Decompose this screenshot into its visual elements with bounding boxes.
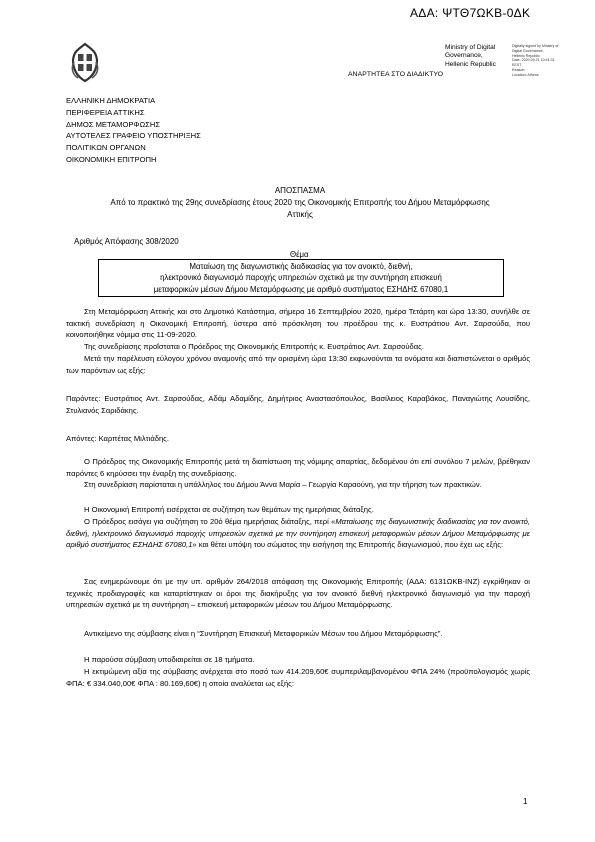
greek-coat-of-arms-icon: [68, 40, 102, 84]
subject-label: Θέμα: [290, 250, 309, 259]
document-subtitle-2: Αττικής: [287, 210, 313, 219]
signature-line: Hellenic Republic: [512, 53, 540, 58]
ministry-line: Ministry of Digital: [445, 44, 496, 51]
subject-box: [98, 259, 504, 297]
header-line: ΠΕΡΙΦΕΡΕΙΑ ΑΤΤΙΚΗΣ: [66, 107, 145, 117]
paragraph-minutes-keeper: Στη συνεδρίαση παρίσταται η υπάλληλος του Δήμου Άννα Μαρία – Γεωργία Καραούνη, για την τήρηση των πρακτικών.: [84, 480, 482, 489]
subject-line: μεταφορικών μέσων Δήμου Μεταμόρφωσης με αριθμό συστήματος ΕΣΗΔΗΣ 67080,1: [153, 284, 449, 294]
paragraph-agenda: Η Οικονομική Επιτροπή εισέρχεται σε συζήτηση των θεμάτων της ημερήσιας διάταξης.: [84, 505, 374, 514]
paragraph-contract-object: Αντικείμενο της σύμβασης είναι η “Συντήρηση Επισκευή Μεταφορικών Μέσων του Δήμου Μεταμόρφωσης”.: [84, 629, 443, 638]
ministry-line: Governance,: [445, 52, 483, 60]
header-line: ΕΛΛΗΝΙΚΗ ΔΗΜΟΚΡΑΤΙΑ: [66, 96, 156, 105]
signature-line: Date: 2020.09.21 10:41:31: [512, 58, 555, 63]
topic-intro-text: Ο Πρόεδρος εισάγει για συζήτηση το 20ό θέμα ημερήσιας διάταξης, περί «: [84, 517, 336, 526]
paragraph-lots: Η παρούσα σύμβαση υποδιαιρείται σε 18 τμήματα.: [84, 655, 255, 664]
paragraph-prior-decision: Σας ενημερώνουμε ότι με την υπ. αριθμόν 264/2018 απόφαση της Οικονομικής Επιτροπής (ΑΔΑ: 6131ΩΚΒ-ΙΝΖ) εγκρίθηκαν οι τεχνικές προδιαγραφές και καταρτίστηκαν οι όροι της διακήρυξης για τον ανοικτό διεθνή ηλεκτρονικό διαγωνισμό για την παροχή υπηρεσιών σχετικά με τη συντήρηση – επισκευή μεταφορικών μέσων του Δήμου Μεταμόρφωσης.: [66, 577, 530, 610]
signature-line: Digitally signed by Ministry of: [512, 44, 559, 48]
ministry-line: Hellenic Republic: [445, 60, 496, 68]
document-subtitle: Από το πρακτικό της 29ης συνεδρίασης έτους 2020 της Οικονομικής Επιτροπής του Δήμου Μεταμόρφωσης: [110, 198, 490, 207]
header-line: ΟΙΚΟΝΟΜΙΚΗ ΕΠΙΤΡΟΠΗ: [66, 154, 157, 164]
paragraph-quorum: Ο Πρόεδρος της Οικονομικής Επιτροπής μετά τη διαπίστωση της νόμιμης απαρτίας, δεδομένου ότι επί συνόλου 7 μελών, βρέθηκαν παρόντες 6 κηρύσσει την έναρξη της συνεδρίασης.: [66, 457, 530, 478]
paragraph-meeting-intro: Στη Μεταμόρφωση Αττικής και στο Δημοτικό Κατάστημα, σήμερα 16 Σεπτεμβρίου 2020, ημέρα Τετάρτη και ώρα 13:30, συνήλθε σε τακτική συνεδρίαση η Οικονομική Επιτροπή, ύστερα από πρόσκληση του προέδρου της κ. Ευστράτιου Αντ. Σαρσούδα, που κοινοποιήθηκε νόμιμα στις 11-09-2020.: [66, 307, 530, 340]
ministry-signature-block: [445, 44, 515, 69]
subject-line: Ματαίωση της διαγωνιστικής διαδικασίας για τον ανοικτό, διεθνή,: [189, 262, 413, 271]
present-members: Παρόντες: Ευστράτιος Αντ. Σαρσούδας, Αδάμ Αδαμίδης, Δημήτριος Αναστασόπουλος, Βασίλειος Καραβάκος, Παναγιώτης Λουσίδης, Στυλιανός Σαριδάκης.: [66, 394, 530, 415]
paragraph-chair: Της συνεδρίασης προΐσταται ο Πρόεδρος της Οικονομικής Επιτροπής κ. Ευστράτιος Αντ. Σαρσούδας.: [84, 342, 424, 351]
issuer-header: [66, 95, 201, 166]
signature-line: Digital Governance,: [512, 48, 544, 53]
paragraph-estimated-value: Η εκτιμώμενη αξία της σύμβασης ανέρχεται στο ποσό των 414.209,60€ συμπεριλαμβανομένου ΦΠΑ 24% (προϋπολογισμός χωρίς ΦΠΑ: € 334.040,00€ ΦΠΑ : 80.169,60€) η οποία αναλύεται ως εξής:: [66, 667, 530, 688]
signature-line: EEST: [512, 63, 522, 68]
decision-number: Αριθμός Απόφασης 308/2020: [74, 237, 179, 246]
header-line: ΠΟΛΙΤΙΚΩΝ ΟΡΓΑΝΩΝ: [66, 143, 146, 153]
ada-code: ΑΔΑ: ΨΤΘ7ΩΚΒ-0ΔΚ: [410, 6, 531, 20]
document-title: ΑΠΟΣΠΑΣΜΑ: [274, 186, 326, 195]
absent-members: Απόντες: Καρπέτας Μιλτιάδης.: [66, 434, 169, 443]
publish-online-label: ΑΝΑΡΤΗΤΕΑ ΣΤΟ ΔΙΑΔΙΚΤΥΟ: [348, 71, 444, 78]
page-number: 1: [523, 797, 528, 806]
topic-intro-end: » και θέτει υπόψη του σώματος την εισήγηση της Επιτροπής διαγωνισμού, που έχει ως εξής:: [192, 540, 504, 550]
header-line: ΔΗΜΟΣ ΜΕΤΑΜΟΡΦΩΣΗΣ: [66, 119, 161, 129]
subject-line: ηλεκτρονικό διαγωνισμό παροχής υπηρεσιών σχετικά με την συντήρηση επισκευή: [160, 273, 442, 283]
header-line: ΑΥΤΟΤΕΛΕΣ ΓΡΑΦΕΙΟ ΥΠΟΣΤΗΡΙΞΗΣ: [66, 131, 201, 141]
paragraph-rollcall: Μετά την παρέλευση εύλογου χρόνου αναμονής από την ορισμένη ώρα 13:30 εκφωνούνται τα ονόματα και διαπιστώνεται ο αριθμός των παρόντων ως εξής:: [66, 354, 530, 375]
topic-title-italic: Ματαίωσης της διαγωνιστικής διαδικασίας για τον ανοικτό, διεθνή, ηλεκτρονικό διαγωνισμό παροχής υπηρεσιών σχετικά με την συντήρηση επισκευή μεταφορικών μέσων Δήμου Μεταμόρφωσης με αριθμό συστήματος ΕΣΗΔΗΣ 67080,1: [66, 517, 530, 550]
signature-line: Reason:: [512, 67, 526, 72]
digital-signature-details: [512, 44, 572, 78]
paragraph-topic-intro: [66, 516, 530, 551]
signature-line: Location: Athens: [512, 72, 539, 77]
